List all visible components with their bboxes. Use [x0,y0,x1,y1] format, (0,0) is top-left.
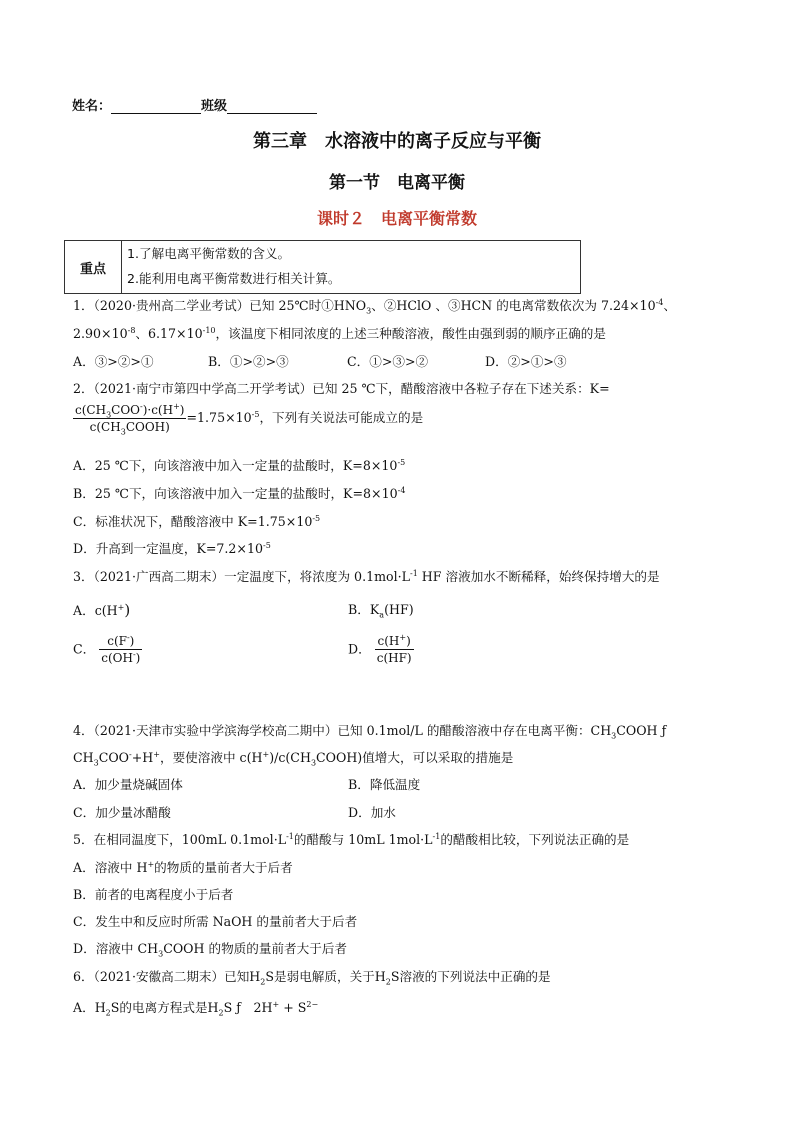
q2-option-d[interactable]: D．升高到一定温度，$K=7.2\times 10^{-5}$ [73,540,271,556]
q2-k-fraction: $\frac{c(CH_3COO^-)\cdot c(H^+)}{c(CH_3COOH)}$ [75,402,185,437]
q3-option-a[interactable]: A．c(H+) [73,601,131,619]
q4-option-c[interactable]: C．加少量冰醋酸 [73,805,171,820]
q4-option-a[interactable]: A．加少量烧碱固体 [73,777,183,792]
name-blank[interactable] [111,100,201,114]
q4-stem-line2: $CH_3COO^-+H^+$，要使溶液中 $c(H^+)/c(CH_3COOH)$值增大，可以采取的措施是 [73,749,514,768]
chapter-title: 第三章 水溶液中的离子反应与平衡 [253,131,541,152]
q1-option-c[interactable]: C．①>③>② [347,354,429,369]
equilibrium-arrow-icon: ƒ [661,723,667,738]
key-point-1: 1.了解电离平衡常数的含义。 [127,246,291,261]
q1-option-a[interactable]: A．③>②>① [73,354,154,369]
class-label: 班级 [201,99,228,114]
q5-option-b[interactable]: B．前者的电离程度小于后者 [73,887,234,902]
key-point-2: 2.能利用电离平衡常数进行相关计算。 [127,271,341,286]
name-class-line [72,95,317,114]
q1-stem-line1: 1．（2020·贵州高二学业考试）已知 25℃时$①HNO_3$、②HClO 、③HCN 的电离常数依次为 $7.24\times 10^{-4}$、 [73,297,676,316]
q5-option-c[interactable]: C．发生中和反应时所需 NaOH 的量前者大于后者 [73,914,358,929]
q2-option-b[interactable]: B．25 ℃下，向该溶液中加入一定量的盐酸时，$K=8\times 10^{-4}$ [73,485,406,501]
q4-stem-line1: 4．（2021·天津市实验中学滨海学校高二期中）已知 0.1mol/L 的醋酸溶液中存在电离平衡：$CH_3COOH$ ƒ [73,723,667,741]
q2-stem-fraction-line: $\frac{c(CH_3COO^-)\cdot c(H^+)}{c(CH_3COOH)}$ $=1.75\times 10^{-5}$，下列有关说法可能成立的是 [75,402,424,437]
q4-option-b[interactable]: B．降低温度 [348,777,421,792]
q1-option-d[interactable]: D．②>①>③ [485,354,567,369]
q3-option-c-fraction: $\frac{c(F^-)}{c(OH^-)}$ [101,633,141,665]
q1-option-b[interactable]: B．①>②>③ [208,354,289,369]
key-points-label: 重点 [65,241,122,293]
q6-option-a[interactable]: A．$H_2S$的电离方程式是$H_2S$ ƒ $2H^+ + S^{2-}$ [73,999,319,1018]
q5-option-a[interactable]: A．溶液中 H+的物质的量前者大于后者 [73,859,293,875]
name-label: 姓名： [72,99,112,114]
q3-option-c[interactable]: C． $\frac{c(F^-)}{c(OH^-)}$ [73,633,141,665]
q3-option-b[interactable]: B．$K_a(HF)$ [348,602,414,620]
q5-stem: 5．在相同温度下，100mL $0.1mol\cdot L^{-1}$的醋酸与 10mL $1mol\cdot L^{-1}$的醋酸相比较，下列说法正确的是 [73,831,630,847]
class-blank[interactable] [227,100,317,114]
key-points-box [64,240,581,294]
q6-stem: 6．（2021·安徽高二期末）已知$H_2S$是弱电解质，关于$H_2S$溶液的下列说法中正确的是 [73,969,551,987]
lesson-title: 课时２ 电离平衡常数 [316,209,477,228]
q3-option-d-fraction: $\frac{c(H^+)}{c(HF)}$ [376,633,412,665]
section-title: 第一节 电离平衡 [329,173,465,193]
q1-stem-line2: $2.90\times 10^{-8}$、$6.17\times 10^{-10}$，该温度下相同浓度的上述三种酸溶液，酸性由强到弱的顺序正确的是 [73,325,606,341]
q3-option-d[interactable]: D． $\frac{c(H^+)}{c(HF)}$ [348,633,412,665]
q4-option-d[interactable]: D．加水 [348,805,396,820]
q2-option-c[interactable]: C．标准状况下，醋酸溶液中 $K=1.75\times 10^{-5}$ [73,513,321,529]
q3-stem: 3．（2021·广西高二期末）一定温度下，将浓度为 $0.1mol\cdot L^{-1}$ HF 溶液加水不断稀释，始终保持增大的是 [73,568,660,584]
q2-option-a[interactable]: A．25 ℃下，向该溶液中加入一定量的盐酸时，$K=8\times 10^{-5}$ [73,457,406,473]
q2-stem-line1: 2．（2021·南宁市第四中学高二开学考试）已知 25 ℃下，醋酸溶液中各粒子存在下述关系：K= [73,381,610,396]
q5-option-d[interactable]: D．溶液中 $CH_3COOH$ 的物质的量前者大于后者 [73,941,348,959]
